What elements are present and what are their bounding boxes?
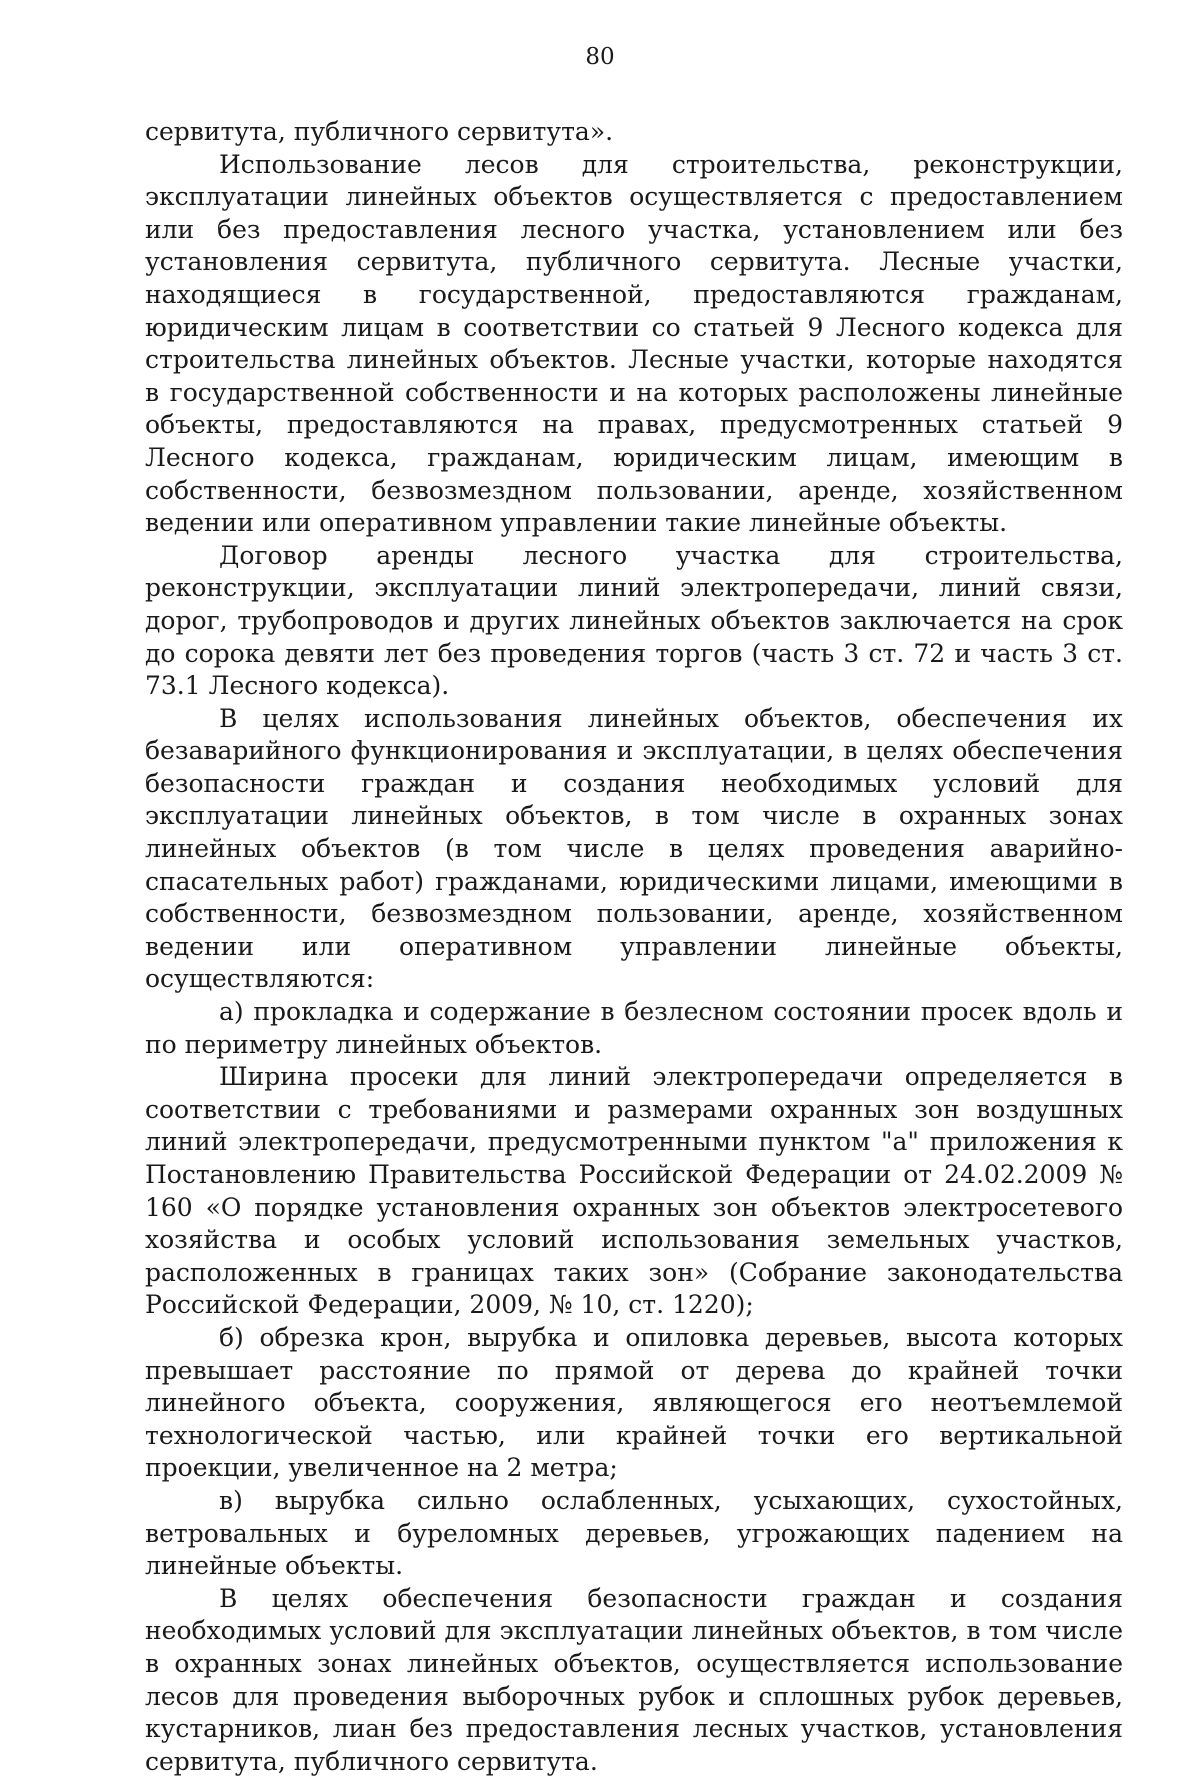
- paragraph-continuation: сервитута, публичного сервитута».: [145, 117, 614, 146]
- paragraph-safety-purposes: В целях использования линейных объектов, обеспечения их безаварийного функционирования и эксплуатации, в целях обеспечения безопасности граждан и создания необходимых условий для эксплуатации линейных объектов, в том числе в охранных зонах линейных объектов (в том числе в целях проведения аварийно-спасательных работ) гражданами, юридическими лицами, имеющими в собственности, безвозмездном пользовании, аренде, хозяйственном ведении или оперативном управлении линейные объекты, осуществляются:: [145, 703, 1123, 994]
- paragraph-item-b: б) обрезка крон, вырубка и опиловка деревьев, высота которых превышает расстояние по прямой от дерева до крайней точки линейного объекта, сооружения, являющегося его неотъемлемой технологической частью, или крайней точки его вертикальной проекции, увеличенное на 2 метра;: [145, 1322, 1123, 1483]
- paragraph-item-v: в) вырубка сильно ослабленных, усыхающих, сухостойных, ветровальных и буреломных деревьев, угрожающих падением на линейные объекты.: [145, 1485, 1123, 1581]
- paragraph-selective-felling: В целях обеспечения безопасности граждан и создания необходимых условий для эксплуатации линейных объектов, в том числе в охранных зонах линейных объектов, осуществляется использование лесов для проведения выборочных рубок и сплошных рубок деревьев, кустарников, лиан без предоставления лесных участков, установления сервитута, публичного сервитута.: [145, 1583, 1123, 1776]
- paragraph-forest-use-linear-objects: Использование лесов для строительства, реконструкции, эксплуатации линейных объектов осуществляется с предоставлением или без предоставления лесного участка, установлением или без установления сервитута, публичного сервитута. Лесные участки, находящиеся в государственной, предоставляются гражданам, юридическим лицам в соответствии со статьей 9 Лесного кодекса для строительства линейных объектов. Лесные участки, которые находятся в государственной собственности и на которых расположены линейные объекты, предоставляются на правах, предусмотренных статьей 9 Лесного кодекса, гражданам, юридическим лицам, имеющим в собственности, безвозмездном пользовании, аренде, хозяйственном ведении или оперативном управлении такие линейные объекты.: [145, 149, 1123, 538]
- paragraph-clearing-width: Ширина просеки для линий электропередачи определяется в соответствии с требованиями и размерами охранных зон воздушных линий электропередачи, предусмотренными пунктом "а" приложения к Постановлению Правительства Российской Федерации от 24.02.2009 № 160 «О порядке установления охранных зон объектов электросетевого хозяйства и особых условий использования земельных участков, расположенных в границах таких зон» (Собрание законодательства Российской Федерации, 2009, № 10, ст. 1220);: [145, 1062, 1123, 1320]
- page-number: 80: [585, 44, 615, 70]
- paragraph-item-a: а) прокладка и содержание в безлесном состоянии просек вдоль и по периметру линейных объектов.: [145, 997, 1123, 1059]
- document-body: [145, 116, 1123, 1778]
- paragraph-lease-agreement: Договор аренды лесного участка для строительства, реконструкции, эксплуатации линий электропередачи, линий связи, дорог, трубопроводов и других линейных объектов заключается на срок до сорока девяти лет без проведения торгов (часть 3 ст. 72 и часть 3 ст. 73.1 Лесного кодекса).: [145, 540, 1123, 701]
